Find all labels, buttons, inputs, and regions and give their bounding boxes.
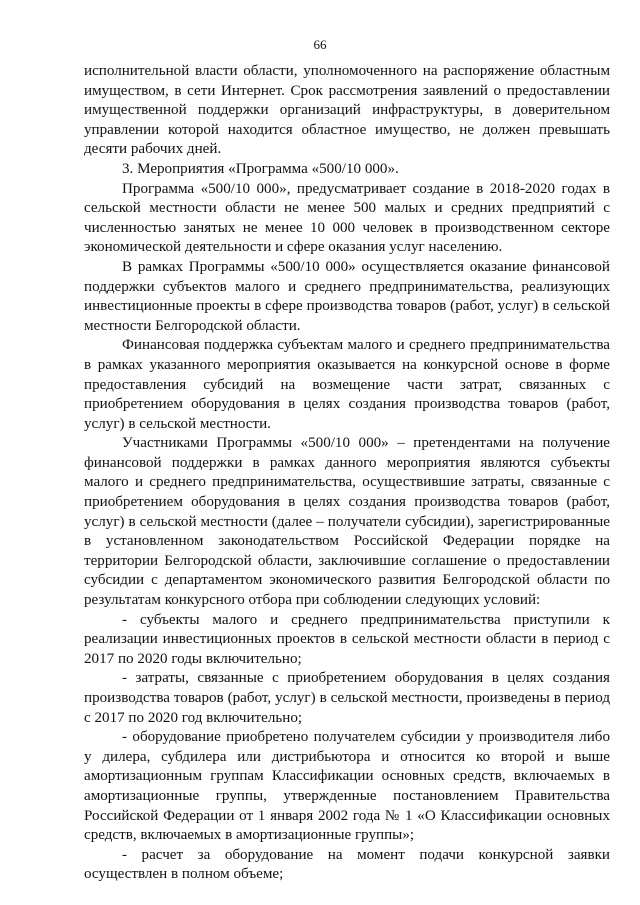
paragraph-financial-support: В рамках Программы «500/10 000» осуществляется оказание финансовой поддержки субъектов малого и среднего предпринимательства, реализующих инвестиционные проекты в сфере производства товаров (работ, услуг) в сельской местности Белгородской области. [84,258,610,334]
paragraph-subsidy-form: Финансовая поддержка субъектам малого и среднего предпринимательства в рамках указанного мероприятия оказывается на конкурсной основе в форме предоставления субсидий на возмещение части затрат, связанных с приобретением оборудования в целях создания производства товаров (работ, услуг) в сельской местности. [84,337,610,432]
paragraph-program-goal: Программа «500/10 000», предусматривает создание в 2018-2020 годах в сельской местности области не менее 500 малых и средних предприятий с численностью занятых не менее 10 000 человек в производственном секторе экономической деятельности и сфере оказания услуг населению. [84,180,610,256]
condition-item-3: - оборудование приобретено получателем субсидии у производителя либо у дилера, субдилера или дистрибьютора и относится ко второй и выше амортизационным группам Классификации основных средств, включаемых в амортизационные группы, утвержденные постановлением Правительства Российской Федерации от 1 января 2002 года № 1 «О Классификации основных средств, включаемых в амортизационные группы»; [84,729,610,844]
section-heading: 3. Мероприятия «Программа «500/10 000». [122,160,399,177]
condition-item-2: - затраты, связанные с приобретением оборудования в целях создания производства товаров (работ, услуг) в сельской местности, произведены в период с 2017 по 2020 год включительно; [84,670,610,726]
page-number: 66 [313,37,327,52]
document-body [84,62,610,885]
paragraph-continuation: исполнительной власти области, уполномоченного на распоряжение областным имуществом, в сети Интернет. Срок рассмотрения заявлений о предоставлении имущественной поддержки организаций инфраструктуры, в доверительном управлении которой находится областное имущество, не должен превышать десяти рабочих дней. [84,63,610,158]
paragraph-participants: Участниками Программы «500/10 000» – претендентами на получение финансовой поддержки в рамках данного мероприятия являются субъекты малого и среднего предпринимательства, осуществившие затраты, связанные с приобретением оборудования в целях создания производства товаров (работ, услуг) в сельской местности (далее – получатели субсидии), зарегистрированные в установленном законодательством Российской Федерации порядке на территории Белгородской области, заключившие соглашение о предоставлении субсидии с департаментом экономического развития Белгородской области по результатам конкурсного отбора при соблюдении следующих условий: [84,435,610,609]
condition-item-1: - субъекты малого и среднего предпринимательства приступили к реализации инвестиционных проектов в сельской местности области в период с 2017 по 2020 годы включительно; [84,611,610,667]
condition-item-4: - расчет за оборудование на момент подачи конкурсной заявки осуществлен в полном объеме; [84,846,610,883]
